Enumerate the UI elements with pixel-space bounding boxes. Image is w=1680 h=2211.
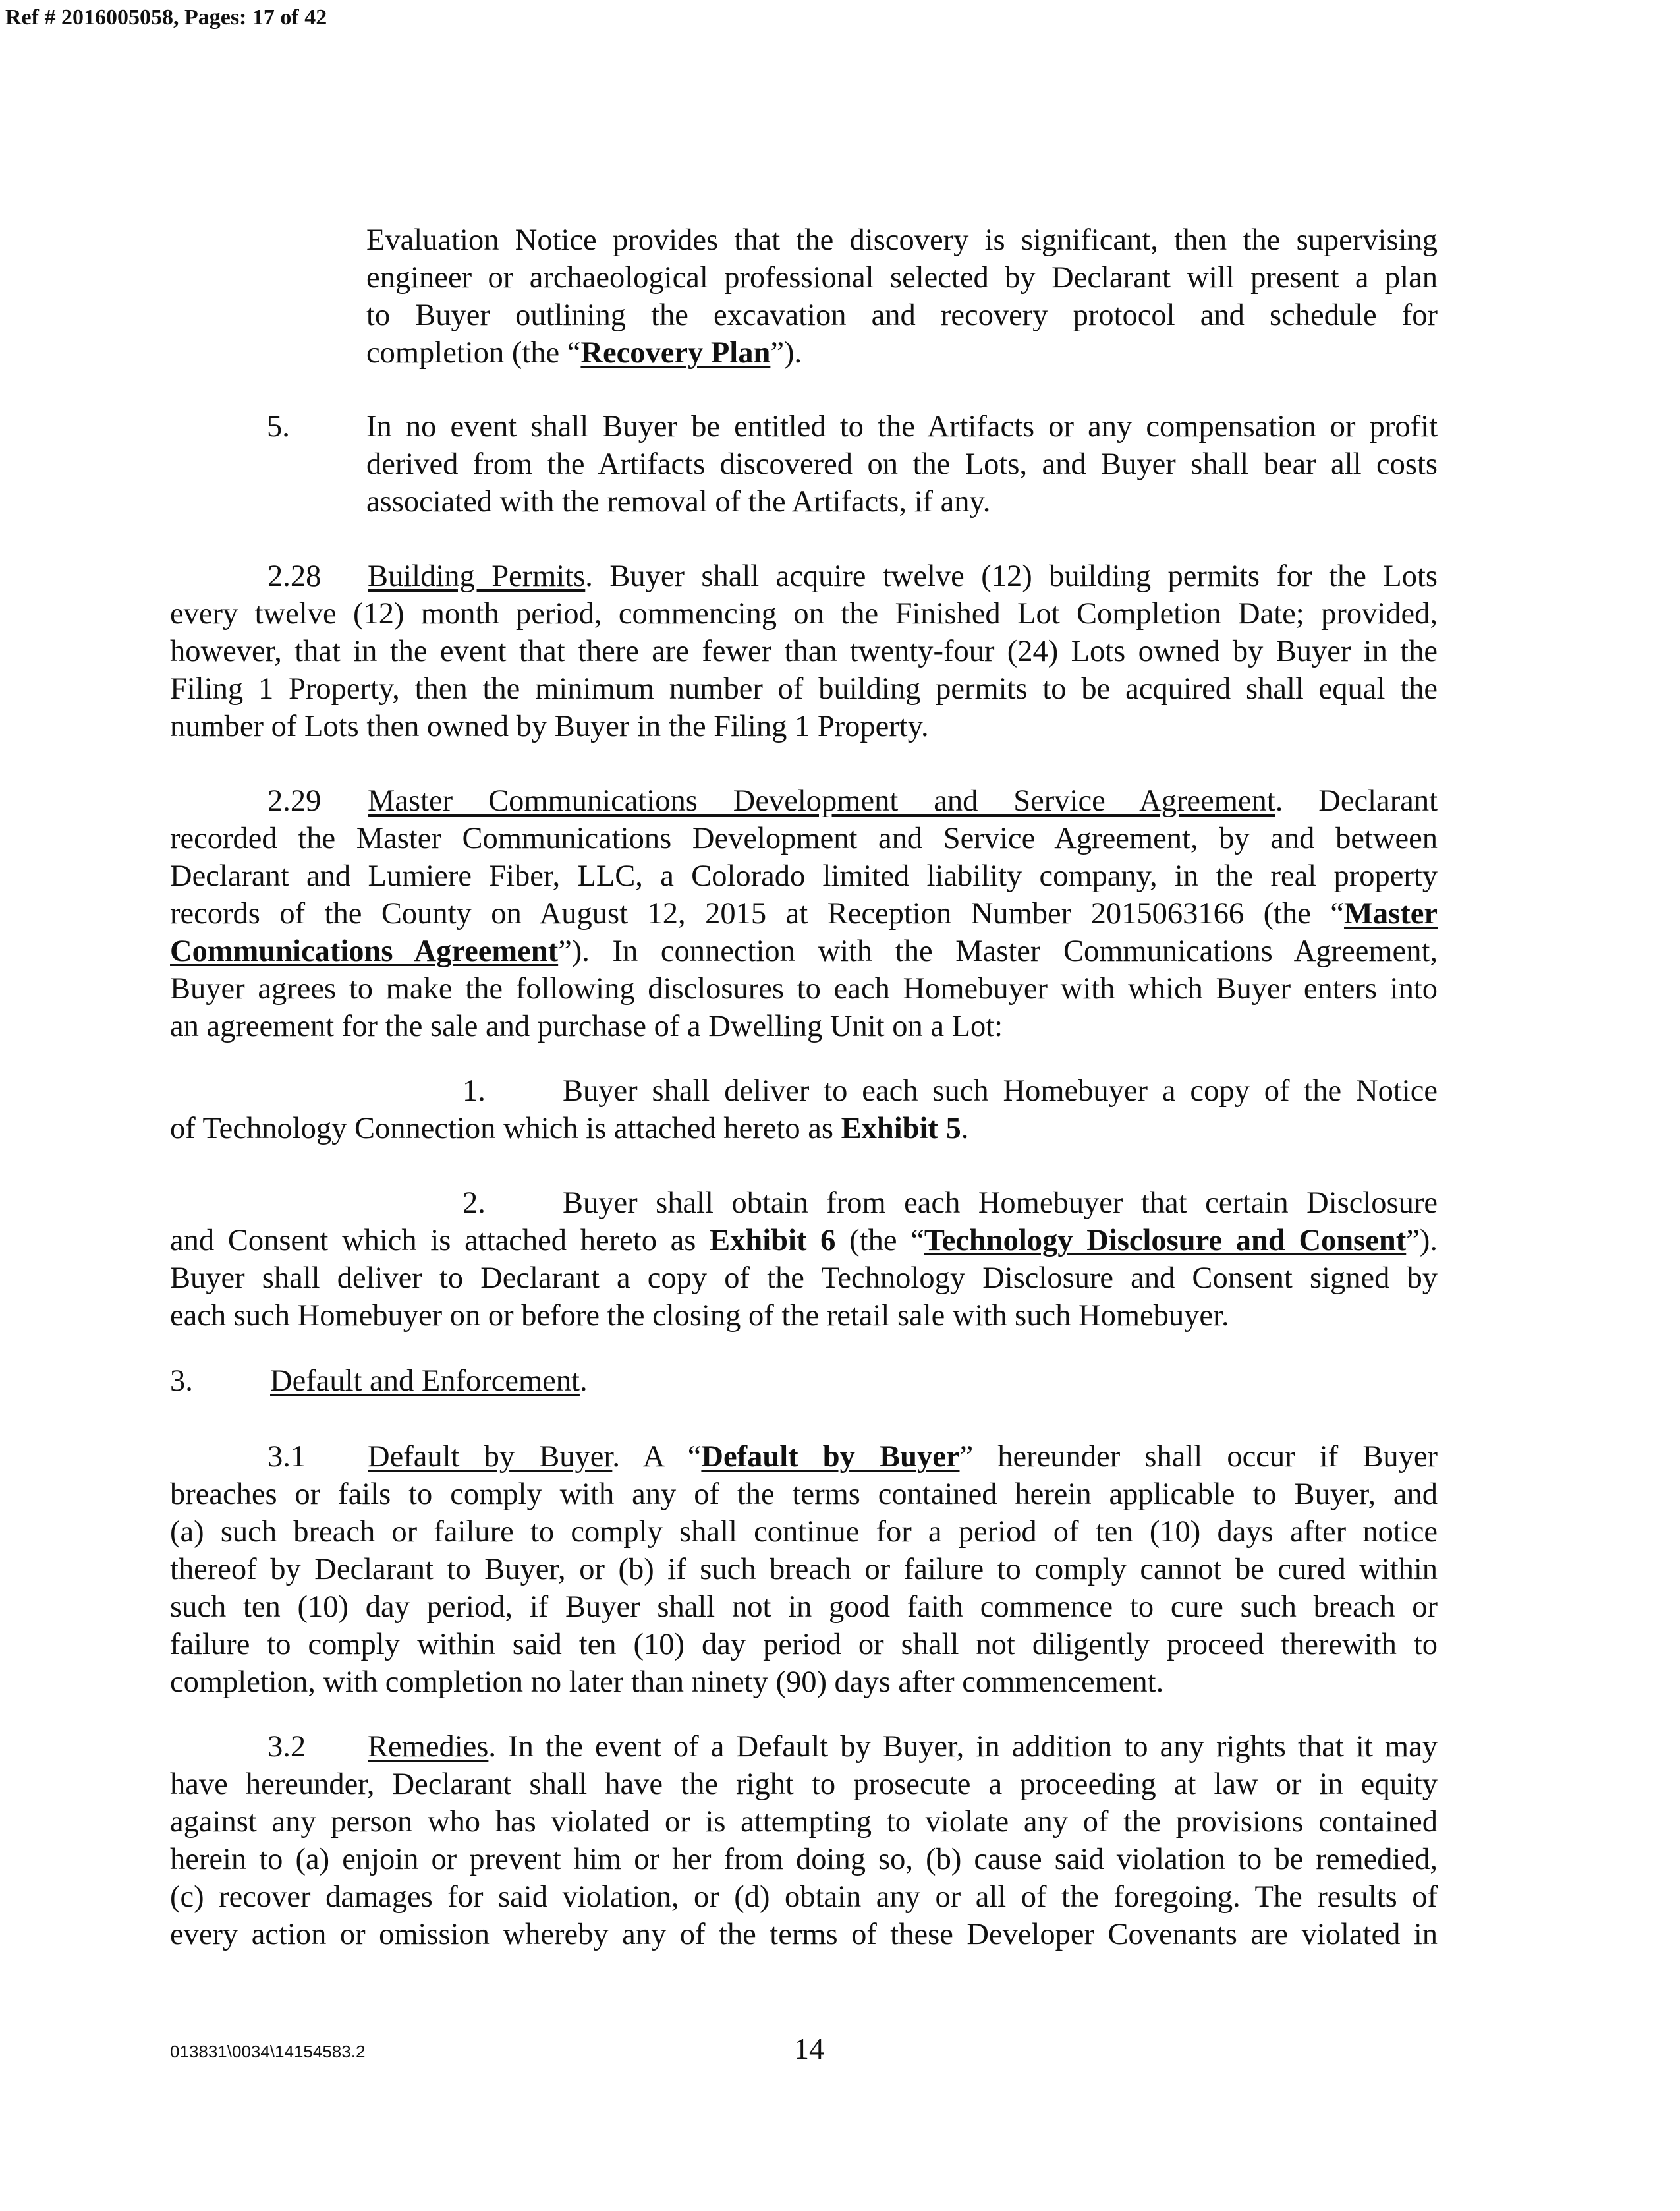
recovery-plan-paragraph: Evaluation Notice provides that the discovery is significant, then the supervising engineer or archaeological professional selected by Declarant will present a plan to Buyer outlining the excavation and recovery protocol and schedule for completion (the “Recovery Plan”).: [366, 223, 1438, 370]
subitem-2-paragraph: 2. Buyer shall obtain from each Homebuyer that certain Disclosure and Consent which is attached hereto as Exhibit 6 (the “Technology Disclosure and Consent”). Buyer shall deliver to Declarant a copy of the Technology Disclosure and Consent signed by each such Homebuyer on or before the closing of the retail sale with such Homebuyer.: [170, 1186, 1438, 1333]
master-term: Master: [1344, 897, 1438, 931]
footer-document-id: 013831\0034\14154583.2: [170, 2042, 366, 2061]
section-3-1-paragraph: 3.1 Default by Buyer. A “Default by Buyer” hereunder shall occur if Buyer breaches or fails to comply with any of the terms contained herein applicable to Buyer, and (a) such breach or failure to comply shall continue for a period of ten (10) days after notice thereof by Declarant to Buyer, or (b) if such breach or failure to comply cannot be cured within such ten (10) day period, if Buyer shall not in good faith commence to cure such breach or failure to comply within said ten (10) day period or shall not diligently proceed therewith to completion, with completion no later than ninety (90) days after commencement.: [170, 1440, 1438, 1699]
reference-header: Ref # 2016005058, Pages: 17 of 42: [5, 5, 327, 30]
item-5-number: 5.: [267, 410, 290, 444]
section-2-29-paragraph: 2.29 Master Communications Development and Service Agreement. Declarant recorded the Master Communications Development and Service Agreement, by and between Declarant and Lumiere Fiber, LLC, a Colorado limited liability company, in the real property records of the County on August 12, 2015 at Reception Number 2015063166 (the “Master Communications Agreement”). In connection with the Master Communications Agreement, Buyer agrees to make the following disclosures to each Homebuyer with which Buyer enters into an agreement for the sale and purchase of a Dwelling Unit on a Lot:: [170, 784, 1438, 1043]
page-number: 14: [794, 2032, 824, 2065]
subitem-1-paragraph: 1. Buyer shall deliver to each such Homebuyer a copy of the Notice of Technology Connection which is attached hereto as Exhibit 5.: [170, 1074, 1438, 1145]
section-2-28-paragraph: 2.28 Building Permits. Buyer shall acquire twelve (12) building permits for the Lots every twelve (12) month period, commencing on the Finished Lot Completion Date; provided, however, that in the event that there are fewer than twenty-four (24) Lots owned by Buyer in the Filing 1 Property, then the minimum number of building permits to be acquired shall equal the number of Lots then owned by Buyer in the Filing 1 Property.: [170, 560, 1438, 743]
section-3-2-paragraph: 3.2 Remedies. In the event of a Default by Buyer, in addition to any rights that it may have hereunder, Declarant shall have the right to prosecute a proceeding at law or in equity against any person who has violated or is attempting to violate any of the provisions contained herein to (a) enjoin or prevent him or her from doing so, (b) cause said violation to be remedied, (c) recover damages for said violation, or (d) obtain any or all of the foregoing. The results of every action or omission whereby any of the terms of these Developer Covenants are violated in: [170, 1730, 1438, 1951]
default-by-buyer-heading: Default by Buyer: [368, 1440, 613, 1474]
building-permits-heading: Building Permits: [368, 560, 586, 593]
technology-disclosure-term: Technology Disclosure and Consent: [924, 1224, 1407, 1257]
communications-agreement-term: Communications Agreement: [170, 934, 559, 968]
exhibit-6-ref: Exhibit 6: [710, 1224, 836, 1257]
section-3-heading: 3. Default and Enforcement.: [170, 1364, 588, 1398]
exhibit-5-ref: Exhibit 5: [841, 1112, 961, 1145]
default-by-buyer-term: Default by Buyer: [701, 1440, 960, 1474]
remedies-heading: Remedies: [368, 1730, 489, 1764]
item-5-paragraph: In no event shall Buyer be entitled to the Artifacts or any compensation or profit derived from the Artifacts discovered on the Lots, and Buyer shall bear all costs associated with the removal of the Artifacts, if any.: [366, 410, 1438, 519]
recovery-plan-term: Recovery Plan: [580, 336, 771, 370]
master-communications-heading: Master Communications Development and Service Agreement: [368, 784, 1275, 818]
